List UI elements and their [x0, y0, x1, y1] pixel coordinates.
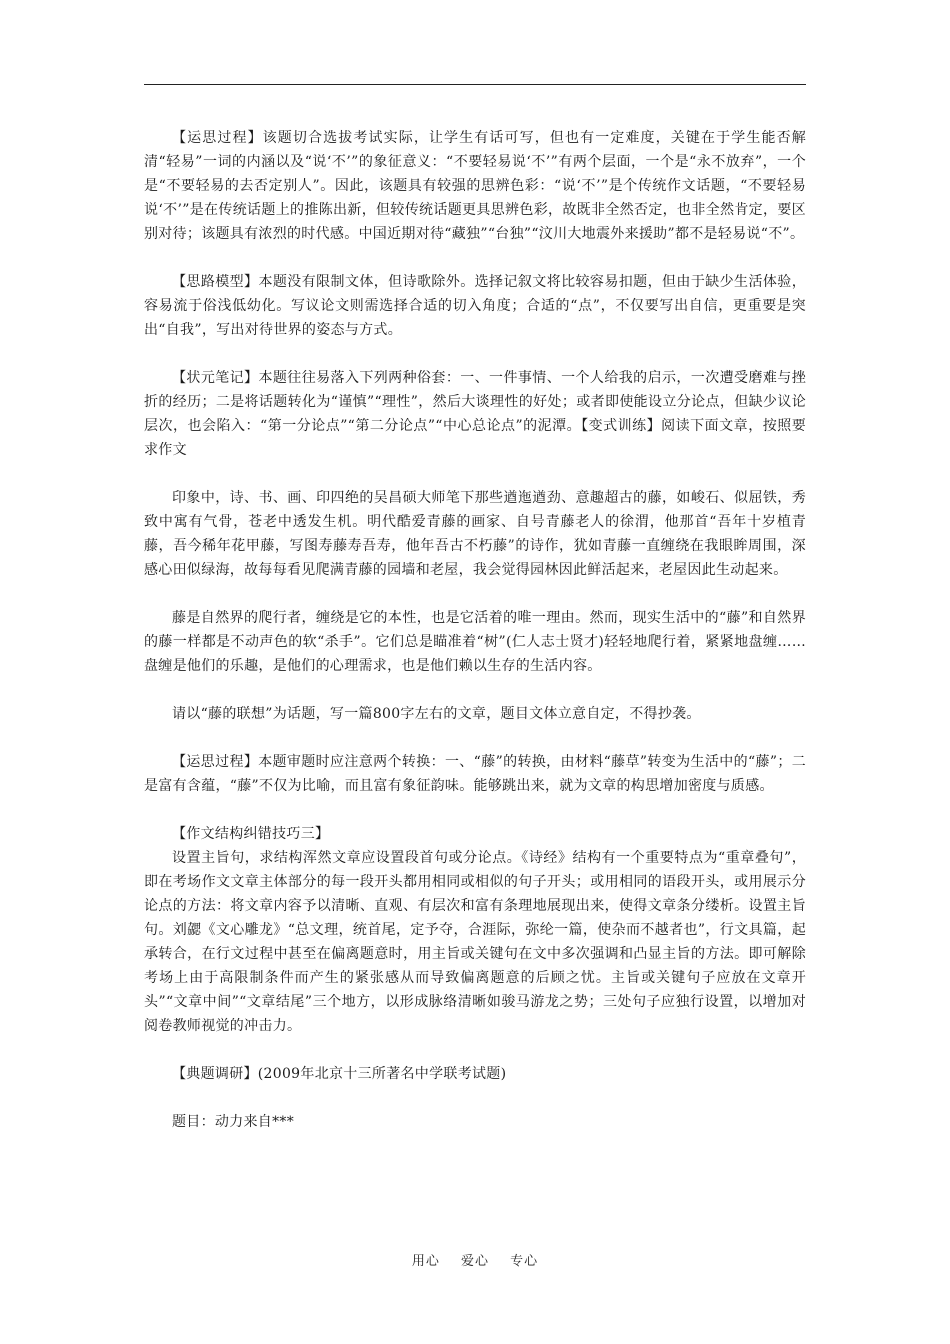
document-body: [144, 126, 806, 1158]
paragraph-zhuangyuan: 【状元笔记】本题往往易落入下列两种俗套：一、一件事情、一个人给我的启示，一次遭受磨难与挫折的经历；二是将话题转化为“谨慎”“理性”，然后大谈理性的好处；或者即使能设立分论点，但缺少议论层次，也会陷入：“第一分论点”“第二分论点”“中心总论点”的泥潭。【变式训练】阅读下面文章，按照要求作文: [144, 370, 806, 458]
section-heading: 【作文结构纠错技巧三】: [172, 826, 330, 842]
paragraph-diantiao: 【典题调研】(2009年北京十三所著名中学联考试题): [172, 1066, 507, 1082]
paragraph-technique: 设置主旨句，求结构浑然文章应设置段首句或分论点。《诗经》结构有一个重要特点为“重章叠句”，即在考场作文文章主体部分的每一段开头都用相同或相似的句子开头；或用相同的语段开头，或用展示分论点的方法：将文章内容予以清晰、直观、有层次和富有条理地展现出来，使得文章条分缕析。设置主旨句。刘勰《文心雕龙》“总文理，统首尾，定予夺，合涯际，弥纶一篇，使杂而不越者也”，行文具篇，起承转合，在行文过程中甚至在偏离题意时，用主旨或关键句在文中多次强调和凸显主旨的方法。即可解除考场上由于高限制条件而产生的紧张感从而导致偏离题意的后顾之忧。主旨或关键句子应放在文章开头”“文章中间”“文章结尾”三个地方，以形成脉络清晰如骏马游龙之势；三处句子应独行设置，以增加对阅卷教师视觉的冲击力。: [144, 850, 806, 1034]
paragraph-material-2: 藤是自然界的爬行者，缠绕是它的本性，也是它活着的唯一理由。然而，现实生活中的“藤”和自然界的藤一样都是不动声色的软“杀手”。它们总是瞄准着“树”(仁人志士贤才)轻轻地爬行着，紧紧地盘缠……盘缠是他们的乐趣，是他们的心理需求，也是他们赖以生存的生活内容。: [144, 610, 806, 674]
footer-word: 用心: [411, 1254, 440, 1269]
paragraph-silu: 【思路模型】本题没有限制文体，但诗歌除外。选择记叙文将比较容易扣题，但由于缺少生活体验，容易流于俗浅低幼化。写议论文则需选择合适的切入角度；合适的“点”，不仅要写出自信，更重要是突出“自我”，写出对待世界的姿态与方式。: [144, 274, 806, 338]
paragraph-material-1: 印象中，诗、书、画、印四绝的吴昌硕大师笔下那些遒迤遒劲、意趣超古的藤，如峻石、似屈铁，秀致中寓有气骨，苍老中透发生机。明代酷爱青藤的画家、自号青藤老人的徐渭，他那首“吾年十岁植青藤，吾今稀年花甲藤，写图寿藤寿吾寿，他年吾古不朽藤”的诗作，犹如青藤一直缠绕在我眼眸周围，深感心田似绿海，故每每看见爬满青藤的园墙和老屋，我会觉得园林因此鲜活起来，老屋因此生动起来。: [144, 490, 806, 578]
paragraph-yunsi-1: 【运思过程】该题切合选拔考试实际，让学生有话可写，但也有一定难度，关键在于学生能否解清“轻易”一词的内涵以及“说‘不’”的象征意义：“不要轻易说‘不’”有两个层面，一个是“永不放弃”，一个是“不要轻易的去否定别人”。因此，该题具有较强的思辨色彩：“说‘不’”是个传统作文话题，“不要轻易说‘不’”是在传统话题上的推陈出新，但较传统话题更具思辨色彩，故既非全然否定，也非全然肯定，要区别对待；该题具有浓烈的时代感。中国近期对待“藏独”“台独”“汶川大地震外来援助”都不是轻易说“不”。: [144, 130, 806, 242]
paragraph-title: 题目：动力来自***: [172, 1114, 294, 1130]
footer-word: 爱心: [460, 1254, 489, 1269]
page-footer: [0, 1250, 950, 1269]
header-rule: [144, 84, 806, 85]
paragraph-yunsi-2: 【运思过程】本题审题时应注意两个转换：一、“藤”的转换，由材料“藤草”转变为生活中的“藤”；二是富有含蕴，“藤”不仅为比喻，而且富有象征韵味。能够跳出来，就为文章的构思增加密度与质感。: [144, 754, 806, 794]
footer-word: 专心: [510, 1254, 539, 1269]
paragraph-prompt: 请以“藤的联想”为话题，写一篇800字左右的文章，题目文体立意自定，不得抄袭。: [172, 706, 701, 722]
